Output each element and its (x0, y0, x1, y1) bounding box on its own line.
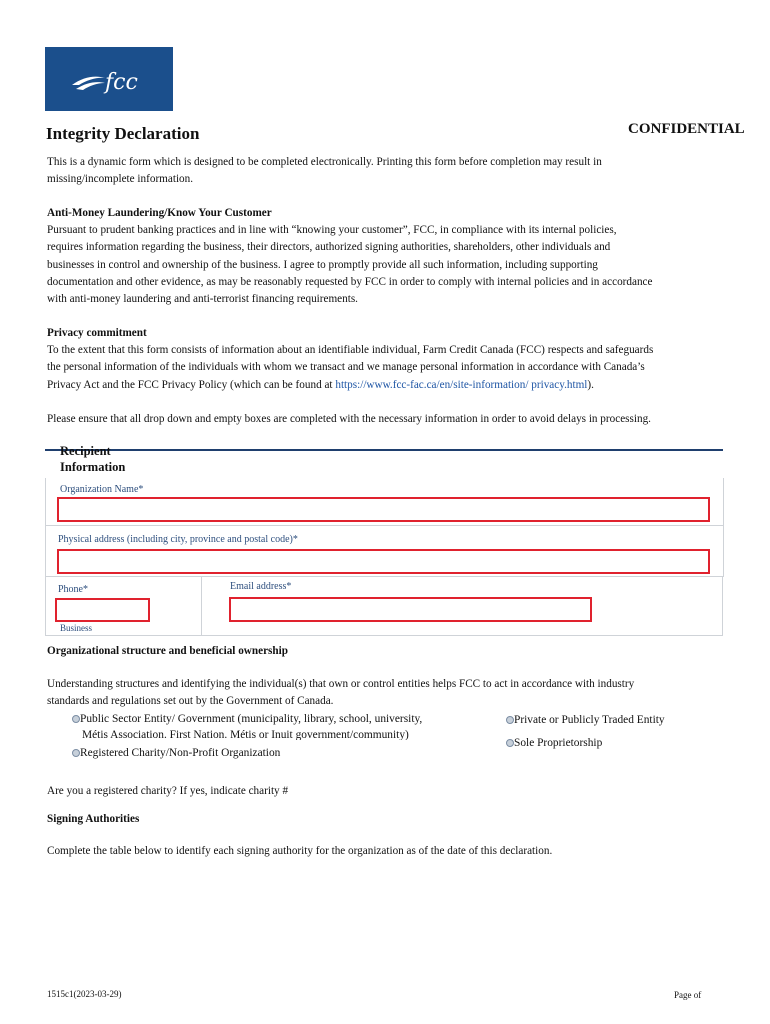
page-title: Integrity Declaration (46, 124, 200, 143)
address-label: Physical address (including city, province and postal code)* (58, 534, 298, 545)
option-label: Private or Publicly Traded Entity (514, 714, 665, 726)
privacy-section (47, 325, 747, 394)
intro-line: missing/incomplete information. (47, 173, 194, 186)
fcc-logo (45, 47, 173, 111)
radio-button[interactable] (506, 739, 514, 747)
aml-section (47, 205, 747, 308)
radio-button[interactable] (72, 715, 80, 723)
signing-heading: Signing Authorities (47, 813, 140, 825)
org-structure-heading: Organizational structure and beneficial ownership (47, 645, 288, 657)
org-structure-line: standards and regulations set out by the Government of Canada. (47, 695, 334, 708)
org-structure-line: Understanding structures and identifying the individual(s) that own or control entities helps FCC to act in accordance with industry (47, 678, 635, 690)
address-input[interactable] (57, 549, 710, 574)
aml-line: requires information regarding the business, their directors, authorized signing authorities, shareholders, other individuals and (47, 241, 611, 254)
recipient-title-line: Recipient (60, 444, 111, 458)
privacy-line-prefix: Privacy Act and the FCC Privacy Policy (which can be found at (47, 378, 336, 391)
recipient-section-title (60, 443, 150, 475)
privacy-policy-link[interactable]: https://www.fcc-fac.ca/en/site-information/ privacy.html (335, 378, 588, 391)
intro-line: This is a dynamic form which is designed to be completed electronically. Printing this form before completion may result in (47, 156, 602, 168)
aml-line: with anti-money laundering and anti-terrorist financing requirements. (47, 293, 358, 306)
phone-label: Phone* (58, 584, 88, 595)
privacy-line (47, 377, 747, 394)
option-public-sector[interactable] (72, 711, 422, 727)
option-registered-charity[interactable] (72, 745, 280, 761)
privacy-line-suffix: ). (587, 378, 594, 391)
charity-question: Are you a registered charity? If yes, indicate charity # (47, 785, 289, 797)
option-label: Sole Proprietorship (514, 737, 603, 749)
privacy-line: To the extent that this form consists of information about an identifiable individual, Farm Credit Canada (FCC) respects and safeguards (47, 344, 654, 357)
org-structure-text (47, 676, 747, 710)
option-private-entity[interactable] (506, 712, 665, 728)
option-sole-proprietorship[interactable] (506, 735, 602, 751)
form-code: 1515c1(2023-03-29) (47, 989, 122, 999)
intro-text (47, 154, 737, 188)
privacy-heading: Privacy commitment (47, 327, 147, 339)
phone-type-label[interactable]: Business (60, 623, 93, 633)
privacy-line: the personal information of the individuals with whom we transact and we manage personal information in accordance with Canada’s (47, 361, 645, 374)
logo-text: fcc (105, 70, 138, 95)
email-input[interactable] (229, 597, 592, 622)
aml-line: documentation and other evidence, as may be reasonably requested by FCC in order to comply with internal policies and in accordance (47, 275, 653, 288)
email-label: Email address* (230, 581, 292, 592)
aml-line: businesses in control and ownership of the business. I agree to promptly provide all such information, including supporting (47, 258, 598, 271)
option-label: Registered Charity/Non-Profit Organization (80, 747, 281, 759)
aml-line: Pursuant to prudent banking practices and in line with “knowing your customer”, FCC, in compliance with its internal policies, (47, 224, 617, 237)
option-public-sector-cont: Métis Association. First Nation. Métis or Inuit government/community) (82, 729, 409, 740)
page-number: Page of (674, 990, 702, 1000)
radio-button[interactable] (72, 749, 80, 757)
confidential-label: CONFIDENTIAL (628, 121, 745, 137)
radio-button[interactable] (506, 716, 514, 724)
option-label: Public Sector Entity/ Government (municipality, library, school, university, (80, 713, 423, 725)
signing-text: Complete the table below to identify each signing authority for the organization as of the date of this declaration. (47, 845, 553, 857)
recipient-title-line: Information (60, 460, 126, 474)
phone-input[interactable] (55, 598, 150, 622)
org-name-label: Organization Name* (60, 484, 144, 495)
fcc-logo-mark (45, 47, 173, 111)
ensure-text: Please ensure that all drop down and empty boxes are completed with the necessary information in order to avoid delays in processing. (47, 413, 651, 425)
org-name-input[interactable] (57, 497, 710, 522)
aml-heading: Anti-Money Laundering/Know Your Customer (47, 207, 272, 219)
